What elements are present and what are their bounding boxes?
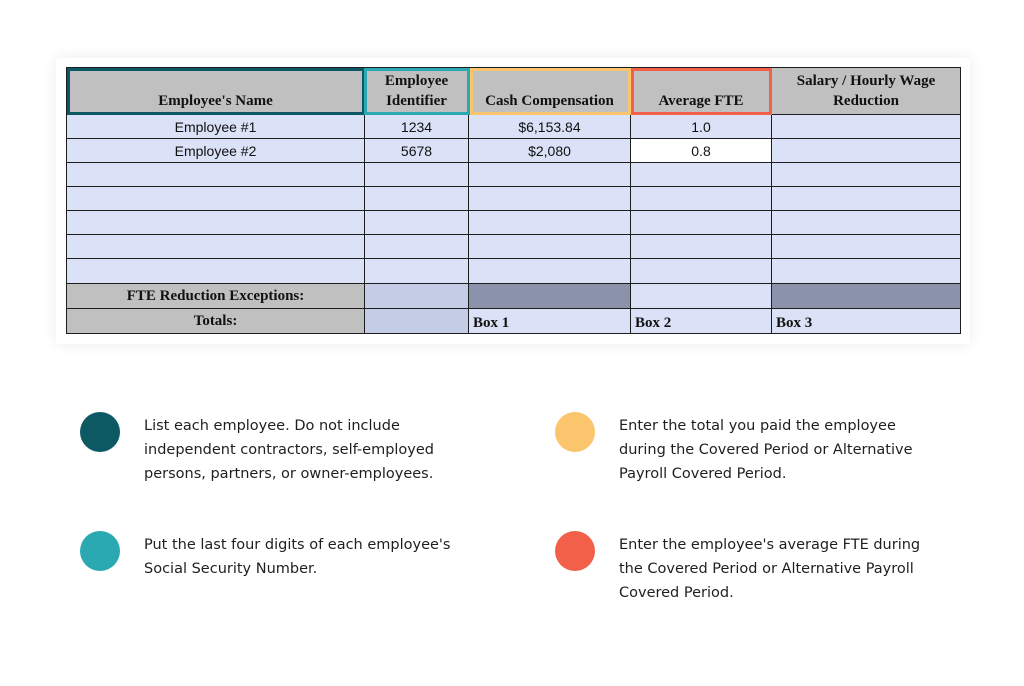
legend-text-employee-name (144, 414, 504, 486)
row1-name-cell[interactable] (67, 115, 365, 139)
empty-cell[interactable] (67, 211, 365, 235)
empty-cell[interactable] (469, 235, 631, 259)
empty-cell[interactable] (772, 235, 961, 259)
empty-cell[interactable] (469, 259, 631, 284)
row1-name: Employee #1 (174, 118, 257, 135)
row2-name: Employee #2 (174, 142, 257, 159)
empty-cell[interactable] (365, 235, 469, 259)
empty-cell[interactable] (772, 163, 961, 187)
empty-cell[interactable] (67, 259, 365, 284)
box-3-label: Box 3 (776, 315, 813, 331)
empty-cell[interactable] (365, 187, 469, 211)
legend-line: Payroll Covered Period. (619, 466, 787, 482)
header-salary-wage-reduction: Salary / Hourly Wage Reduction (772, 68, 961, 115)
legend-line: persons, partners, or owner-employees. (144, 466, 434, 482)
totals-id-cell (365, 309, 469, 334)
empty-cell[interactable] (67, 187, 365, 211)
legend-line: Put the last four digits of each employee's (144, 537, 451, 553)
header-average-fte: Average FTE (631, 68, 772, 115)
yellow-legend-dot (555, 412, 595, 452)
box-2-label: Box 2 (635, 315, 672, 331)
legend-line: during the Covered Period or Alternative (619, 442, 913, 458)
box-1-cell[interactable] (469, 309, 631, 334)
row1-id: 1234 (400, 118, 433, 135)
row2-name-cell[interactable] (67, 139, 365, 163)
legend-line: the Covered Period or Alternative Payroll (619, 561, 914, 577)
exceptions-salary-cell (772, 284, 961, 309)
red-legend-dot (555, 531, 595, 571)
box-1-label: Box 1 (473, 315, 510, 331)
row2-id-cell[interactable] (365, 139, 469, 163)
empty-cell[interactable] (772, 211, 961, 235)
row2-salary-cell[interactable] (772, 139, 961, 163)
header-employee-identifier: Employee Identifier (365, 68, 469, 115)
legend-text-employee-identifier (144, 533, 504, 581)
legend-line: Covered Period. (619, 585, 734, 601)
empty-cell[interactable] (631, 235, 772, 259)
empty-cell[interactable] (772, 259, 961, 284)
empty-cell[interactable] (67, 163, 365, 187)
empty-cell[interactable] (469, 163, 631, 187)
box-2-cell[interactable] (631, 309, 772, 334)
row1-fte: 1.0 (691, 118, 711, 135)
empty-cell[interactable] (365, 259, 469, 284)
row1-salary-cell[interactable] (772, 115, 961, 139)
header-employee-name: Employee's Name (67, 68, 365, 115)
row2-cash-cell[interactable] (469, 139, 631, 163)
legend-text-average-fte (619, 533, 979, 605)
empty-cell[interactable] (631, 163, 772, 187)
row1-cash: $6,153.84 (518, 118, 581, 135)
exceptions-cash-cell (469, 284, 631, 309)
legend-line: Social Security Number. (144, 561, 318, 577)
legend-line: Enter the total you paid the employee (619, 418, 896, 434)
row2-cash: $2,080 (528, 142, 571, 159)
empty-cell[interactable] (631, 211, 772, 235)
empty-cell[interactable] (365, 163, 469, 187)
empty-cell[interactable] (67, 235, 365, 259)
row2-id: 5678 (400, 142, 433, 159)
row1-fte-cell[interactable] (631, 115, 772, 139)
row1-cash-cell[interactable] (469, 115, 631, 139)
empty-cell[interactable] (772, 187, 961, 211)
row2-fte: 0.8 (691, 142, 711, 159)
exceptions-fte-cell[interactable] (631, 284, 772, 309)
teal-legend-dot (80, 531, 120, 571)
empty-cell[interactable] (631, 259, 772, 284)
fte-reduction-exceptions-label: FTE Reduction Exceptions: (67, 284, 365, 309)
header-cash-compensation: Cash Compensation (469, 68, 631, 115)
row1-id-cell[interactable] (365, 115, 469, 139)
legend-line: List each employee. Do not include (144, 418, 400, 434)
empty-cell[interactable] (469, 211, 631, 235)
fte-worksheet-table (66, 67, 961, 334)
dark-teal-legend-dot (80, 412, 120, 452)
box-3-cell[interactable] (772, 309, 961, 334)
totals-label: Totals: (67, 309, 365, 334)
empty-cell[interactable] (469, 187, 631, 211)
row2-fte-cell[interactable] (631, 139, 772, 163)
empty-cell[interactable] (631, 187, 772, 211)
legend-line: Enter the employee's average FTE during (619, 537, 921, 553)
exceptions-id-cell (365, 284, 469, 309)
legend-text-cash-compensation (619, 414, 979, 486)
legend-line: independent contractors, self-employed (144, 442, 434, 458)
empty-cell[interactable] (365, 211, 469, 235)
